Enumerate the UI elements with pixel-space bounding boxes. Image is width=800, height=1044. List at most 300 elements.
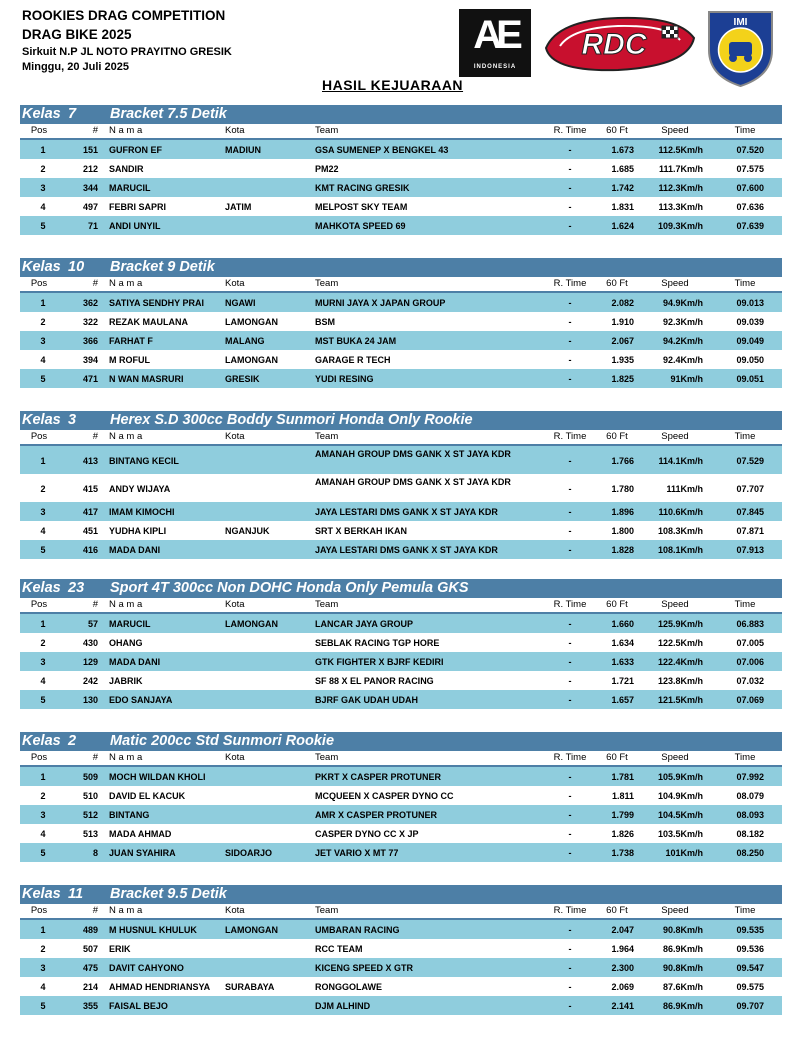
class-section: [20, 105, 782, 235]
sixty-ft-header: 60 Ft: [606, 125, 628, 136]
city-header: Kota: [225, 278, 245, 289]
bike-number-cell: 71: [87, 221, 98, 231]
position-cell: 5: [40, 221, 46, 231]
speed-cell: 104.5Km/h: [657, 810, 703, 820]
class-name: Bracket 9 Detik: [110, 259, 215, 275]
time-cell: 09.013: [736, 298, 764, 308]
pos-header: Pos: [30, 431, 48, 442]
team-header: Team: [315, 599, 339, 610]
reaction-time-cell: -: [568, 848, 572, 858]
event-date: Minggu, 20 Juli 2025: [22, 61, 129, 73]
bike-number-cell: 366: [82, 336, 98, 346]
bike-number-cell: 415: [82, 484, 98, 494]
result-row: [20, 140, 782, 159]
rider-name-cell: M ROFUL: [109, 355, 150, 365]
bike-number-cell: 416: [82, 545, 98, 555]
result-row: [20, 350, 782, 369]
bike-number-cell: 344: [82, 183, 98, 193]
column-header-row: [20, 430, 782, 446]
class-header: [20, 732, 782, 751]
time-cell: 09.535: [736, 925, 764, 935]
ae-indonesia-logo: [459, 9, 531, 77]
reaction-time-cell: -: [568, 772, 572, 782]
team-cell: YUDI RESING: [315, 374, 374, 384]
bike-number-cell: 489: [82, 925, 98, 935]
team-cell: JAYA LESTARI DMS GANK X ST JAYA KDR: [315, 507, 498, 517]
reaction-time-cell: -: [568, 484, 572, 494]
position-cell: 4: [40, 829, 46, 839]
reaction-time-header: R. Time: [553, 125, 587, 136]
time-header: Time: [734, 599, 756, 610]
event-venue: Sirkuit N.P JL NOTO PRAYITNO GRESIK: [22, 46, 232, 58]
position-cell: 4: [40, 202, 46, 212]
time-cell: 07.005: [736, 638, 764, 648]
sixty-ft-cell: 1.811: [611, 791, 634, 801]
sixty-ft-cell: 1.721: [611, 676, 634, 686]
position-cell: 3: [40, 507, 46, 517]
speed-cell: 86.9Km/h: [662, 944, 703, 954]
result-row: [20, 197, 782, 216]
rider-name-cell: FAISAL BEJO: [109, 1001, 168, 1011]
name-header: N a m a: [109, 905, 143, 916]
result-row: [20, 996, 782, 1015]
time-cell: 08.250: [736, 848, 764, 858]
speed-cell: 104.9Km/h: [657, 791, 703, 801]
speed-cell: 125.9Km/h: [657, 619, 703, 629]
reaction-time-header: R. Time: [553, 431, 587, 442]
rider-name-cell: MADA DANI: [109, 545, 161, 555]
team-header: Team: [315, 431, 339, 442]
team-cell: MAHKOTA SPEED 69: [315, 221, 406, 231]
rider-name-cell: DAVIT CAHYONO: [109, 963, 184, 973]
rider-name-cell: ANDI UNYIL: [109, 221, 161, 231]
class-name: Bracket 9.5 Detik: [110, 886, 227, 902]
time-cell: 09.547: [736, 963, 764, 973]
team-cell: CASPER DYNO CC X JP: [315, 829, 419, 839]
ae-logo-mark: AE: [473, 13, 517, 57]
team-cell: PKRT X CASPER PROTUNER: [315, 772, 442, 782]
class-number: 23: [68, 580, 85, 596]
speed-cell: 86.9Km/h: [662, 1001, 703, 1011]
speed-header: Speed: [661, 752, 689, 763]
speed-cell: 112.5Km/h: [658, 145, 703, 155]
imi-logo: [703, 6, 778, 88]
speed-header: Speed: [661, 599, 689, 610]
bike-number-cell: 430: [82, 638, 98, 648]
city-cell: NGAWI: [225, 298, 256, 308]
sixty-ft-cell: 1.964: [611, 944, 634, 954]
team-cell: JAYA LESTARI DMS GANK X ST JAYA KDR: [315, 545, 498, 555]
sixty-ft-cell: 2.067: [611, 336, 634, 346]
imi-logo-text: IMI: [733, 17, 748, 28]
reaction-time-cell: -: [568, 963, 572, 973]
speed-cell: 123.8Km/h: [657, 676, 703, 686]
time-header: Time: [734, 431, 756, 442]
number-header: #: [92, 278, 98, 289]
bike-number-cell: 413: [82, 456, 98, 466]
name-header: N a m a: [109, 431, 143, 442]
sixty-ft-cell: 2.082: [611, 298, 634, 308]
city-cell: LAMONGAN: [225, 619, 278, 629]
pos-header: Pos: [30, 278, 48, 289]
time-cell: 09.039: [736, 317, 764, 327]
reaction-time-cell: -: [568, 545, 572, 555]
reaction-time-cell: -: [568, 164, 572, 174]
position-cell: 2: [40, 317, 46, 327]
team-cell: SEBLAK RACING TGP HORE: [315, 638, 440, 648]
event-subtitle: DRAG BIKE 2025: [22, 27, 132, 42]
rider-name-cell: EDO SANJAYA: [109, 695, 173, 705]
city-cell: NGANJUK: [225, 526, 270, 536]
time-cell: 07.707: [736, 484, 764, 494]
name-header: N a m a: [109, 752, 143, 763]
sixty-ft-cell: 1.896: [611, 507, 634, 517]
city-cell: SIDOARJO: [225, 848, 273, 858]
result-row: [20, 474, 782, 502]
speed-cell: 108.3Km/h: [657, 526, 703, 536]
class-name: Herex S.D 300cc Boddy Sunmori Honda Only Rookie: [110, 412, 473, 428]
class-section: [20, 885, 782, 1015]
sixty-ft-cell: 1.800: [611, 526, 634, 536]
class-header: [20, 258, 782, 277]
speed-cell: 105.9Km/h: [657, 772, 703, 782]
time-cell: 09.575: [736, 982, 764, 992]
result-row: [20, 690, 782, 709]
reaction-time-cell: -: [568, 657, 572, 667]
name-header: N a m a: [109, 278, 143, 289]
sixty-ft-cell: 1.935: [611, 355, 634, 365]
speed-cell: 90.8Km/h: [662, 925, 703, 935]
reaction-time-cell: -: [568, 202, 572, 212]
result-row: [20, 939, 782, 958]
time-header: Time: [734, 125, 756, 136]
time-cell: 09.051: [736, 374, 764, 384]
result-row: [20, 293, 782, 312]
bike-number-cell: 214: [82, 982, 98, 992]
result-row: [20, 540, 782, 559]
team-cell: MELPOST SKY TEAM: [315, 202, 408, 212]
pos-header: Pos: [30, 599, 48, 610]
position-cell: 4: [40, 676, 46, 686]
team-cell: AMANAH GROUP DMS GANK X ST JAYA KDR: [315, 477, 511, 487]
class-name: Bracket 7.5 Detik: [110, 106, 227, 122]
speed-cell: 112.3Km/h: [658, 183, 703, 193]
speed-cell: 103.5Km/h: [657, 829, 703, 839]
speed-cell: 122.4Km/h: [657, 657, 703, 667]
reaction-time-header: R. Time: [553, 905, 587, 916]
bike-number-cell: 242: [82, 676, 98, 686]
bike-number-cell: 513: [82, 829, 98, 839]
position-cell: 2: [40, 484, 46, 494]
speed-cell: 108.1Km/h: [657, 545, 703, 555]
time-cell: 07.600: [736, 183, 764, 193]
rdc-logo-text: RDC: [581, 28, 647, 61]
class-number: 3: [68, 412, 77, 428]
pos-header: Pos: [30, 125, 48, 136]
event-title: ROOKIES DRAG COMPETITION: [22, 8, 226, 23]
sixty-ft-cell: 1.685: [611, 164, 634, 174]
sixty-ft-header: 60 Ft: [606, 431, 628, 442]
bike-number-cell: 322: [82, 317, 98, 327]
sixty-ft-header: 60 Ft: [606, 278, 628, 289]
bike-number-cell: 129: [82, 657, 98, 667]
result-row: [20, 824, 782, 843]
team-cell: DJM ALHIND: [315, 1001, 371, 1011]
city-cell: GRESIK: [225, 374, 260, 384]
sixty-ft-cell: 2.300: [611, 963, 634, 973]
reaction-time-header: R. Time: [553, 278, 587, 289]
reaction-time-cell: -: [568, 317, 572, 327]
position-cell: 5: [40, 695, 46, 705]
reaction-time-cell: -: [568, 1001, 572, 1011]
time-cell: 06.883: [736, 619, 764, 629]
rider-name-cell: DAVID EL KACUK: [109, 791, 186, 801]
rider-name-cell: BINTANG: [109, 810, 150, 820]
sixty-ft-cell: 1.780: [611, 484, 634, 494]
result-row: [20, 958, 782, 977]
team-header: Team: [315, 752, 339, 763]
time-cell: 07.529: [736, 456, 764, 466]
time-cell: 08.093: [736, 810, 764, 820]
speed-header: Speed: [661, 905, 689, 916]
speed-header: Speed: [661, 125, 689, 136]
position-cell: 5: [40, 1001, 46, 1011]
class-number: 7: [68, 106, 77, 122]
rider-name-cell: FARHAT F: [109, 336, 153, 346]
speed-header: Speed: [661, 278, 689, 289]
rider-name-cell: M HUSNUL KHULUK: [109, 925, 197, 935]
class-header: [20, 105, 782, 124]
result-row: [20, 805, 782, 824]
city-header: Kota: [225, 125, 245, 136]
bike-number-cell: 151: [82, 145, 98, 155]
result-row: [20, 977, 782, 996]
time-cell: 09.049: [736, 336, 764, 346]
class-number: 10: [68, 259, 85, 275]
sixty-ft-cell: 1.624: [611, 221, 634, 231]
sixty-ft-cell: 1.826: [611, 829, 634, 839]
time-cell: 07.520: [736, 145, 764, 155]
reaction-time-header: R. Time: [553, 599, 587, 610]
result-row: [20, 767, 782, 786]
time-cell: 07.032: [736, 676, 764, 686]
position-cell: 1: [40, 145, 46, 155]
position-cell: 4: [40, 982, 46, 992]
number-header: #: [92, 752, 98, 763]
number-header: #: [92, 125, 98, 136]
result-row: [20, 671, 782, 690]
position-cell: 3: [40, 810, 46, 820]
rider-name-cell: MOCH WILDAN KHOLI: [109, 772, 206, 782]
speed-cell: 121.5Km/h: [657, 695, 703, 705]
number-header: #: [92, 599, 98, 610]
sixty-ft-cell: 1.831: [611, 202, 634, 212]
result-row: [20, 446, 782, 474]
speed-cell: 122.5Km/h: [657, 638, 703, 648]
city-header: Kota: [225, 905, 245, 916]
team-cell: GTK FIGHTER X BJRF KEDIRI: [315, 657, 444, 667]
sixty-ft-cell: 1.633: [611, 657, 634, 667]
reaction-time-cell: -: [568, 355, 572, 365]
sixty-ft-cell: 1.660: [611, 619, 634, 629]
sixty-ft-cell: 1.634: [611, 638, 634, 648]
position-cell: 5: [40, 848, 46, 858]
sixty-ft-cell: 1.828: [611, 545, 634, 555]
reaction-time-cell: -: [568, 336, 572, 346]
bike-number-cell: 507: [82, 944, 98, 954]
sixty-ft-header: 60 Ft: [606, 599, 628, 610]
reaction-time-cell: -: [568, 183, 572, 193]
position-cell: 1: [40, 772, 46, 782]
bike-number-cell: 451: [82, 526, 98, 536]
reaction-time-cell: -: [568, 982, 572, 992]
reaction-time-cell: -: [568, 619, 572, 629]
rider-name-cell: MARUCIL: [109, 183, 151, 193]
class-section: [20, 411, 782, 559]
reaction-time-cell: -: [568, 221, 572, 231]
speed-cell: 90.8Km/h: [662, 963, 703, 973]
number-header: #: [92, 905, 98, 916]
team-header: Team: [315, 125, 339, 136]
rider-name-cell: SATIYA SENDHY PRAI: [109, 298, 205, 308]
reaction-time-cell: -: [568, 507, 572, 517]
city-cell: LAMONGAN: [225, 317, 278, 327]
reaction-time-cell: -: [568, 925, 572, 935]
speed-cell: 113.3Km/h: [658, 202, 703, 212]
position-cell: 3: [40, 963, 46, 973]
sixty-ft-cell: 2.069: [611, 982, 634, 992]
result-row: [20, 652, 782, 671]
position-cell: 4: [40, 355, 46, 365]
city-cell: LAMONGAN: [225, 355, 278, 365]
sixty-ft-header: 60 Ft: [606, 752, 628, 763]
bike-number-cell: 509: [82, 772, 98, 782]
rider-name-cell: FEBRI SAPRI: [109, 202, 167, 212]
time-cell: 07.845: [736, 507, 764, 517]
position-cell: 1: [40, 619, 46, 629]
pos-header: Pos: [30, 752, 48, 763]
result-row: [20, 178, 782, 197]
team-header: Team: [315, 278, 339, 289]
class-name: Sport 4T 300cc Non DOHC Honda Only Pemula GKS: [110, 580, 469, 596]
bike-number-cell: 471: [82, 374, 98, 384]
column-header-row: [20, 277, 782, 293]
rider-name-cell: MADA DANI: [109, 657, 161, 667]
position-cell: 2: [40, 164, 46, 174]
sixty-ft-cell: 2.047: [611, 925, 634, 935]
bike-number-cell: 355: [82, 1001, 98, 1011]
bike-number-cell: 512: [82, 810, 98, 820]
bike-number-cell: 8: [92, 848, 98, 858]
sixty-ft-cell: 1.738: [611, 848, 634, 858]
class-label: Kelas: [22, 580, 61, 596]
column-header-row: [20, 904, 782, 920]
number-header: #: [92, 431, 98, 442]
position-cell: 5: [40, 374, 46, 384]
speed-cell: 92.3Km/h: [662, 317, 703, 327]
time-cell: 08.079: [736, 791, 764, 801]
speed-cell: 111Km/h: [666, 484, 703, 494]
sixty-ft-cell: 1.657: [611, 695, 634, 705]
speed-cell: 92.4Km/h: [662, 355, 703, 365]
time-cell: 07.639: [736, 221, 764, 231]
rider-name-cell: SANDIR: [109, 164, 144, 174]
sixty-ft-header: 60 Ft: [606, 905, 628, 916]
name-header: N a m a: [109, 125, 143, 136]
rider-name-cell: JUAN SYAHIRA: [109, 848, 176, 858]
reaction-time-cell: -: [568, 374, 572, 384]
city-cell: MADIUN: [225, 145, 261, 155]
city-cell: LAMONGAN: [225, 925, 278, 935]
sixty-ft-cell: 2.141: [611, 1001, 634, 1011]
reaction-time-cell: -: [568, 298, 572, 308]
time-cell: 07.992: [736, 772, 764, 782]
bike-number-cell: 362: [82, 298, 98, 308]
rdc-logo: [538, 8, 698, 80]
bike-number-cell: 417: [82, 507, 98, 517]
result-row: [20, 216, 782, 235]
time-cell: 07.575: [736, 164, 764, 174]
column-header-row: [20, 598, 782, 614]
reaction-time-cell: -: [568, 145, 572, 155]
city-header: Kota: [225, 431, 245, 442]
position-cell: 3: [40, 657, 46, 667]
rider-name-cell: BINTANG KECIL: [109, 456, 179, 466]
team-cell: RCC TEAM: [315, 944, 363, 954]
reaction-time-cell: -: [568, 944, 572, 954]
time-header: Time: [734, 905, 756, 916]
reaction-time-cell: -: [568, 829, 572, 839]
name-header: N a m a: [109, 599, 143, 610]
rider-name-cell: N WAN MASRURI: [109, 374, 184, 384]
class-label: Kelas: [22, 106, 61, 122]
speed-cell: 111.7Km/h: [658, 164, 703, 174]
sixty-ft-cell: 1.910: [611, 317, 634, 327]
reaction-time-cell: -: [568, 526, 572, 536]
team-cell: LANCAR JAYA GROUP: [315, 619, 414, 629]
team-cell: MCQUEEN X CASPER DYNO CC: [315, 791, 454, 801]
team-cell: UMBARAN RACING: [315, 925, 400, 935]
team-cell: MURNI JAYA X JAPAN GROUP: [315, 298, 446, 308]
result-row: [20, 614, 782, 633]
time-cell: 07.913: [736, 545, 764, 555]
time-cell: 07.006: [736, 657, 764, 667]
team-cell: GSA SUMENEP X BENGKEL 43: [315, 145, 449, 155]
team-cell: KMT RACING GRESIK: [315, 183, 410, 193]
speed-cell: 110.6Km/h: [658, 507, 703, 517]
rider-name-cell: MARUCIL: [109, 619, 151, 629]
rider-name-cell: JABRIK: [109, 676, 143, 686]
class-header: [20, 411, 782, 430]
class-section: [20, 579, 782, 709]
result-row: [20, 502, 782, 521]
team-cell: GARAGE R TECH: [315, 355, 391, 365]
bike-number-cell: 57: [87, 619, 98, 629]
time-cell: 09.707: [736, 1001, 764, 1011]
rider-name-cell: OHANG: [109, 638, 143, 648]
column-header-row: [20, 124, 782, 140]
position-cell: 3: [40, 336, 46, 346]
speed-header: Speed: [661, 431, 689, 442]
time-header: Time: [734, 752, 756, 763]
rider-name-cell: ERIK: [109, 944, 131, 954]
team-cell: JET VARIO X MT 77: [315, 848, 399, 858]
bike-number-cell: 510: [82, 791, 98, 801]
team-cell: SF 88 X EL PANOR RACING: [315, 676, 434, 686]
reaction-time-cell: -: [568, 810, 572, 820]
class-name: Matic 200cc Std Sunmori Rookie: [110, 733, 335, 749]
position-cell: 1: [40, 298, 46, 308]
